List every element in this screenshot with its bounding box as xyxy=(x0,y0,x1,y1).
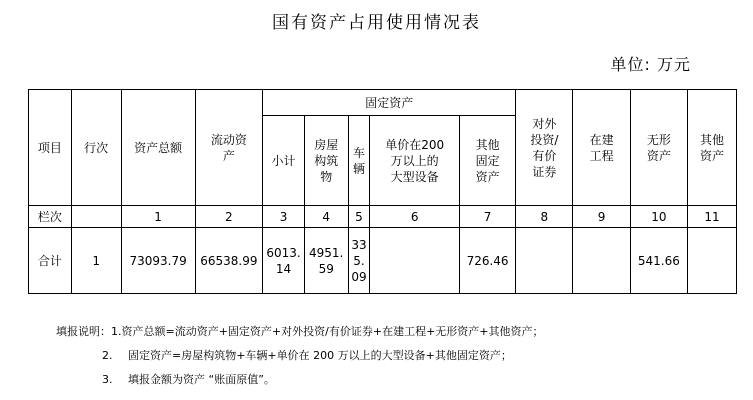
column-index: 10 xyxy=(630,206,687,228)
buildings-value: 4951.59 xyxy=(304,228,348,294)
header-item: 项目 xyxy=(29,90,72,206)
header-subtotal: 小计 xyxy=(263,116,305,206)
subtotal-value: 6013.14 xyxy=(263,228,305,294)
note-line xyxy=(56,344,544,368)
header-vehicles: 车 辆 xyxy=(348,116,370,206)
header-buildings: 房屋 构筑 物 xyxy=(304,116,348,206)
column-index: 4 xyxy=(304,206,348,228)
note-text: 固定资产=房屋构筑物+车辆+单价在 200 万以上的大型设备+其他固定资产； xyxy=(128,349,512,362)
notes-label: 填报说明： xyxy=(56,325,111,338)
note-line xyxy=(56,320,544,344)
construction-value xyxy=(573,228,630,294)
note-number: 1. xyxy=(111,325,122,338)
column-index-row-no xyxy=(71,206,121,228)
header-other-assets: 其他 资产 xyxy=(687,90,736,206)
header-intangible: 无形 资产 xyxy=(630,90,687,206)
column-index: 11 xyxy=(687,206,736,228)
column-index: 2 xyxy=(195,206,263,228)
column-index-label: 栏次 xyxy=(29,206,72,228)
investments-value xyxy=(516,228,573,294)
column-index: 7 xyxy=(459,206,515,228)
total-row-no: 1 xyxy=(71,228,121,294)
column-index: 3 xyxy=(263,206,305,228)
header-current-assets: 流动资 产 xyxy=(195,90,263,206)
column-index: 6 xyxy=(370,206,460,228)
table-row xyxy=(29,228,737,294)
note-line xyxy=(56,368,544,392)
column-index: 5 xyxy=(348,206,370,228)
header-row-no: 行次 xyxy=(71,90,121,206)
other-assets-value xyxy=(687,228,736,294)
note-text: 资产总额=流动资产+固定资产+对外投资/有价证券+在建工程+无形资产+其他资产； xyxy=(121,325,544,338)
large-equipment-value xyxy=(370,228,460,294)
note-number: 3. xyxy=(102,373,113,386)
intangible-value: 541.66 xyxy=(630,228,687,294)
notes xyxy=(56,320,544,392)
column-index: 8 xyxy=(516,206,573,228)
table-row xyxy=(29,206,737,228)
header-construction: 在建 工程 xyxy=(573,90,630,206)
column-index: 9 xyxy=(573,206,630,228)
note-number: 2. xyxy=(102,349,113,362)
column-index: 1 xyxy=(121,206,195,228)
header-fixed-assets-group: 固定资产 xyxy=(263,90,516,116)
vehicles-value: 335.09 xyxy=(348,228,370,294)
header-total-assets: 资产总额 xyxy=(121,90,195,206)
other-fixed-value: 726.46 xyxy=(459,228,515,294)
page-title: 国有资产占用使用情况表 xyxy=(272,13,481,33)
total-label: 合计 xyxy=(29,228,72,294)
unit-label: 单位: 万元 xyxy=(610,55,691,74)
current-assets-value: 66538.99 xyxy=(195,228,263,294)
header-other-fixed: 其他 固定 资产 xyxy=(459,116,515,206)
header-large-equipment: 单价在200 万以上的 大型设备 xyxy=(370,116,460,206)
header-investments: 对外 投资/ 有价 证券 xyxy=(516,90,573,206)
asset-table xyxy=(28,89,737,294)
total-assets-value: 73093.79 xyxy=(121,228,195,294)
note-text: 填报金额为资产 “账面原值”。 xyxy=(128,373,275,386)
